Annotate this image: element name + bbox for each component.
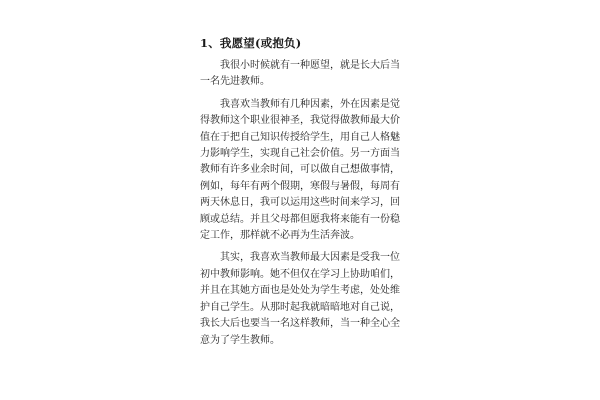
document-page xyxy=(200,34,400,355)
paragraph-influence: 其实，我喜欢当教师最大因素是受我一位初中教师影响。她不但仅在学习上协助咱们，并且在其她方面也是处处为学生考虑，处处维护自己学生。从那时起我就暗暗地对自己说，我长大后也要当一名这样教师，当一种全心全意为了学生教师。 xyxy=(200,252,400,346)
section-heading: 1、我愿望(或抱负) xyxy=(200,36,302,50)
paragraph-reasons: 我喜欢当教师有几种因素，外在因素是觉得教师这个职业很神圣，我觉得做教师最大价值在于把自己知识传授给学生，用自己人格魅力影响学生，实现自己社会价值。另一方面当教师有许多业余时间，可以做自己想做事情，例如，每年有两个假期，寒假与暑假，每周有两天休息日，我可以运用这些时间来学习，回顾或总结。并且父母都但愿我将来能有一份稳定工作，那样就不必再为生活奔波。 xyxy=(200,98,400,242)
paragraph-wish: 我很小时候就有一种愿望，就是长大后当一名先进教师。 xyxy=(200,60,400,88)
